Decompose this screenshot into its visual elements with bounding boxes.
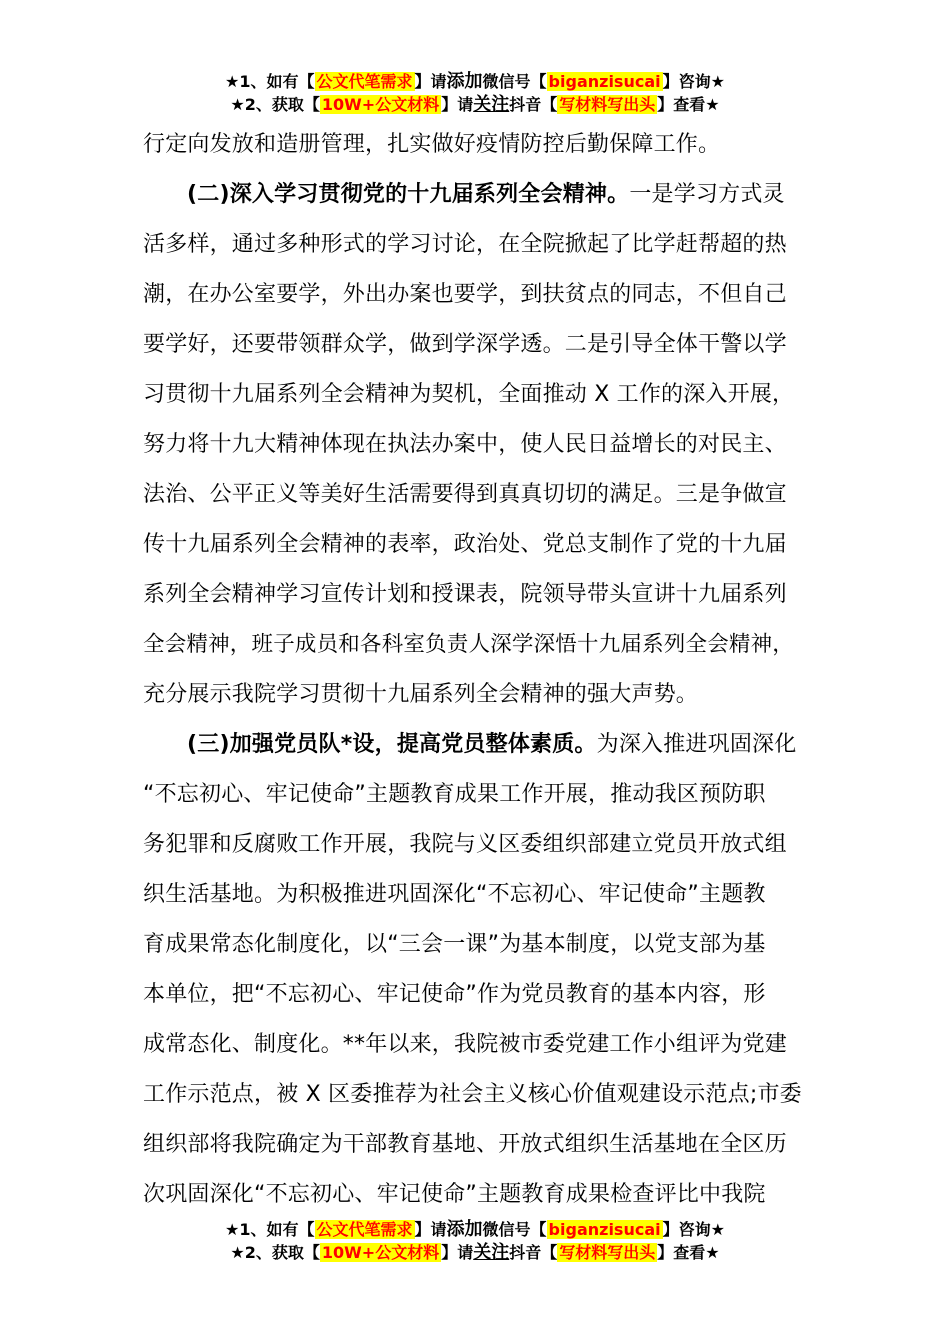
banner-text: ★1、如有【 [225,1220,315,1239]
highlight-ghostwriting: 公文代笔需求 [316,1220,413,1239]
banner-text: 关注 [473,94,510,115]
banner-text: 关注 [473,1242,510,1263]
text-line: 行定向发放和造册管理，扎实做好疫情防控后勤保障工作。 [143,132,721,157]
banner-text: ★1、如有【 [225,72,315,91]
document-body [143,120,807,1220]
banner-text: 】请 [441,95,474,114]
header-banner [0,70,950,116]
highlight-materials: 10W+公文材料 [321,1243,440,1262]
banner-text: 微信号【 [482,1220,547,1239]
banner-line-1 [0,70,950,93]
text-line: 成常态化、制度化。**年以来，我院被市委党建工作小组评为党建 [143,1032,788,1057]
banner-text: 抖音【 [509,95,558,114]
text-line: 育成果常态化制度化，以“三会一课”为基本制度，以党支部为基 [143,932,766,957]
banner-text: 】请 [414,72,447,91]
banner-text: 添加 [446,1219,483,1240]
banner-text: 微信号【 [482,72,547,91]
banner-text: ★2、获取【 [230,1243,320,1262]
banner-text: 】咨询★ [662,72,725,91]
banner-line-2 [0,93,950,116]
banner-text: ★2、获取【 [230,95,320,114]
banner-text: 】咨询★ [662,1220,725,1239]
text-line: 要学好，还要带领群众学，做到学深学透。二是引导全体干警以学 [143,332,787,357]
text-line: 系列全会精神学习宣传计划和授课表，院领导带头宣讲十九届系列 [143,582,787,607]
text-run: 一是学习方式灵 [629,182,785,207]
text-line: 组织部将我院确定为干部教育基地、开放式组织生活基地在全区历 [143,1132,787,1157]
section-heading-3: (三)加强党员队*设，提高党员整体素质。 [187,732,597,757]
section-heading-2: (二)深入学习贯彻党的十九届系列全会精神。 [187,182,630,207]
banner-text: 】查看★ [657,1243,720,1262]
text-line: 传十九届系列全会精神的表率，政治处、党总支制作了党的十九届 [143,532,787,557]
text-line: 工作示范点，被 X 区委推荐为社会主义核心价值观建设示范点;市委 [143,1082,802,1107]
text-line: 努力将十九大精神体现在执法办案中，使人民日益增长的对民主、 [143,432,787,457]
highlight-materials: 10W+公文材料 [321,95,440,114]
banner-text: 】请 [414,1220,447,1239]
text-line: 法治、公平正义等美好生活需要得到真真切切的满足。三是争做宣 [143,482,787,507]
text-line: “不忘初心、牢记使命”主题教育成果工作开展，推动我区预防职 [143,782,766,807]
text-line: 织生活基地。为积极推进巩固深化“不忘初心、牢记使命”主题教 [143,882,766,907]
banner-text: 添加 [446,71,483,92]
highlight-douyin: 写材料写出头 [559,95,656,114]
text-line: 次巩固深化“不忘初心、牢记使命”主题教育成果检查评比中我院 [143,1182,766,1207]
highlight-ghostwriting: 公文代笔需求 [316,72,413,91]
text-line: 习贯彻十九届系列全会精神为契机，全面推动 X 工作的深入开展， [143,382,795,407]
text-run: 为深入推进巩固深化 [596,732,797,757]
text-line: 全会精神，班子成员和各科室负责人深学深悟十九届系列全会精神， [143,632,795,657]
text-line: 务犯罪和反腐败工作开展，我院与义区委组织部建立党员开放式组 [143,832,787,857]
highlight-wechat-id: biganzisucai [548,1220,661,1239]
text-line: 活多样，通过多种形式的学习讨论，在全院掀起了比学赶帮超的热 [143,232,787,257]
banner-line-1 [0,1218,950,1241]
text-line: 潮，在办公室要学，外出办案也要学，到扶贫点的同志，不但自己 [143,282,787,307]
text-line: 充分展示我院学习贯彻十九届系列全会精神的强大声势。 [143,682,699,707]
banner-text: 抖音【 [509,1243,558,1262]
section-heading-line [143,720,807,770]
banner-text: 】请 [441,1243,474,1262]
section-heading-line [143,170,807,220]
text-line: 本单位，把“不忘初心、牢记使命”作为党员教育的基本内容，形 [143,982,766,1007]
banner-line-2 [0,1241,950,1264]
highlight-douyin: 写材料写出头 [559,1243,656,1262]
footer-banner [0,1218,950,1264]
banner-text: 】查看★ [657,95,720,114]
highlight-wechat-id: biganzisucai [548,72,661,91]
